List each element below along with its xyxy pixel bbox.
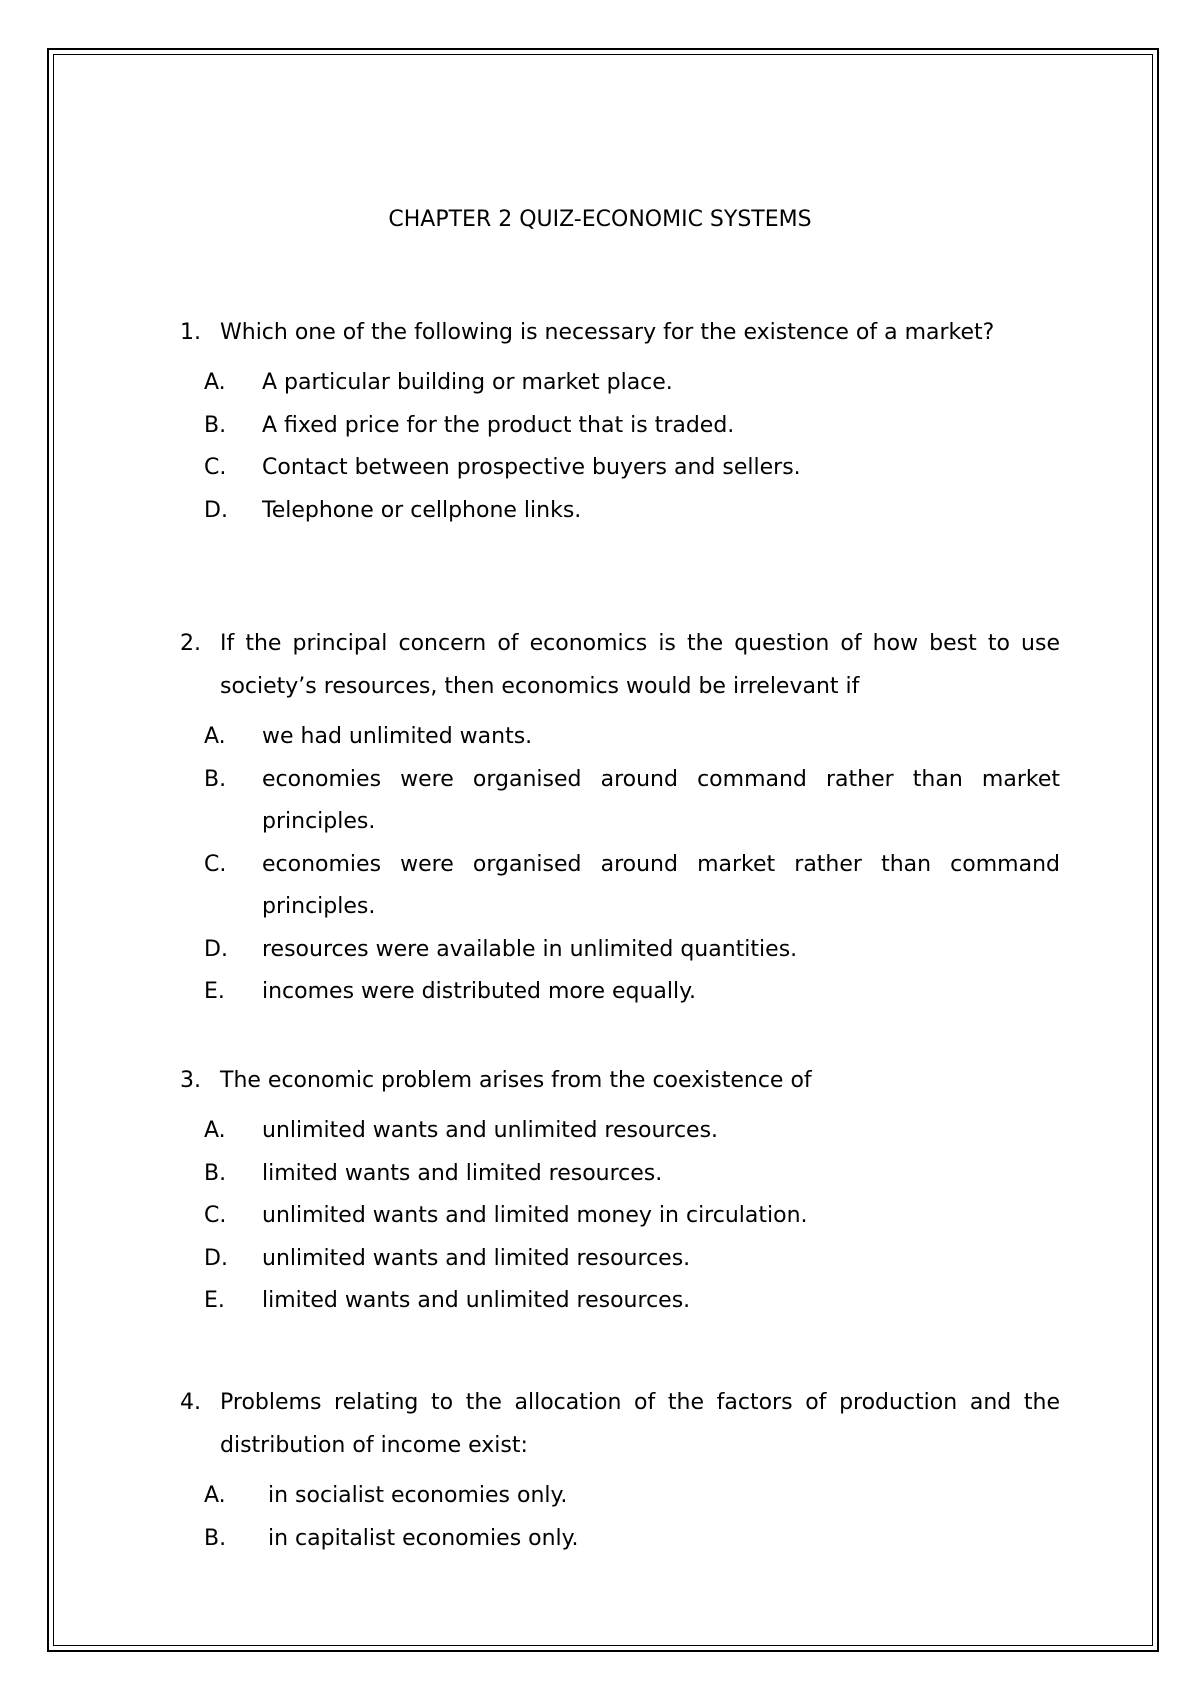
option-text: we had unlimited wants. [262, 724, 533, 749]
option-letter: C. [204, 851, 227, 877]
option-text: limited wants and unlimited resources. [262, 1288, 691, 1313]
option-list [180, 716, 1060, 1014]
question-1 [180, 311, 1060, 532]
option-text: Telephone or cellphone links. [262, 497, 582, 523]
option-letter: B. [204, 766, 227, 792]
option-text: A fixed price for the product that is traded. [262, 412, 735, 438]
question-stem [180, 311, 1060, 354]
option-text: limited wants and limited resources. [262, 1160, 663, 1186]
option-text: in socialist economies only. [268, 1483, 568, 1508]
option-item [180, 1238, 1060, 1281]
question-number: 1. [180, 320, 201, 345]
question-2 [180, 622, 1060, 1014]
option-item [180, 929, 1060, 972]
question-stem [180, 622, 1060, 708]
option-text: unlimited wants and unlimited resources. [262, 1118, 719, 1143]
option-item [180, 362, 1060, 405]
option-text: A particular building or market place. [262, 370, 673, 395]
option-letter: B. [204, 1525, 227, 1551]
option-letter: A. [204, 1118, 226, 1143]
option-list [180, 1475, 1060, 1560]
option-item [180, 447, 1060, 490]
option-text: in capitalist economies only. [268, 1525, 579, 1551]
question-text: Which one of the following is necessary for the existence of a market? [220, 320, 995, 345]
option-text: unlimited wants and limited resources. [262, 1245, 691, 1271]
option-item [180, 1110, 1060, 1153]
option-letter: A. [204, 370, 226, 395]
page-title: CHAPTER 2 QUIZ-ECONOMIC SYSTEMS [388, 207, 812, 232]
option-text: incomes were distributed more equally. [262, 979, 697, 1004]
option-item [180, 716, 1060, 759]
option-letter: B. [204, 412, 227, 438]
option-letter: B. [204, 1160, 227, 1186]
option-item [180, 759, 1060, 844]
option-letter: E. [204, 1288, 225, 1313]
option-item [180, 1153, 1060, 1196]
question-text: Problems relating to the allocation of the factors of production and the distribution of income exist: [220, 1390, 1060, 1458]
option-item [180, 971, 1060, 1014]
option-letter: E. [204, 979, 225, 1004]
option-item [180, 1280, 1060, 1323]
option-item [180, 844, 1060, 929]
option-text: economies were organised around command rather than market principles. [262, 766, 1060, 834]
option-letter: C. [204, 1203, 227, 1228]
question-number: 2. [180, 631, 201, 656]
question-number: 3. [180, 1068, 201, 1093]
question-4 [180, 1381, 1060, 1560]
option-letter: A. [204, 724, 226, 749]
question-3 [180, 1059, 1060, 1323]
option-letter: D. [204, 1245, 228, 1271]
option-list [180, 362, 1060, 532]
option-letter: D. [204, 497, 228, 523]
question-text: If the principal concern of economics is the question of how best to use society’s resources, then economics would be irrelevant if [220, 631, 1060, 699]
question-stem [180, 1381, 1060, 1467]
option-text: resources were available in unlimited quantities. [262, 936, 798, 962]
option-text: economies were organised around market rather than command principles. [262, 851, 1060, 919]
option-item [180, 405, 1060, 448]
option-letter: A. [204, 1483, 226, 1508]
option-item [180, 1475, 1060, 1518]
option-letter: D. [204, 936, 228, 962]
option-text: unlimited wants and limited money in circulation. [262, 1203, 808, 1228]
option-item [180, 1195, 1060, 1238]
question-stem [180, 1059, 1060, 1102]
option-item [180, 490, 1060, 533]
option-text: Contact between prospective buyers and sellers. [262, 455, 801, 480]
question-number: 4. [180, 1390, 201, 1415]
option-item [180, 1518, 1060, 1561]
option-list [180, 1110, 1060, 1323]
option-letter: C. [204, 455, 227, 480]
question-text: The economic problem arises from the coexistence of [220, 1068, 812, 1093]
